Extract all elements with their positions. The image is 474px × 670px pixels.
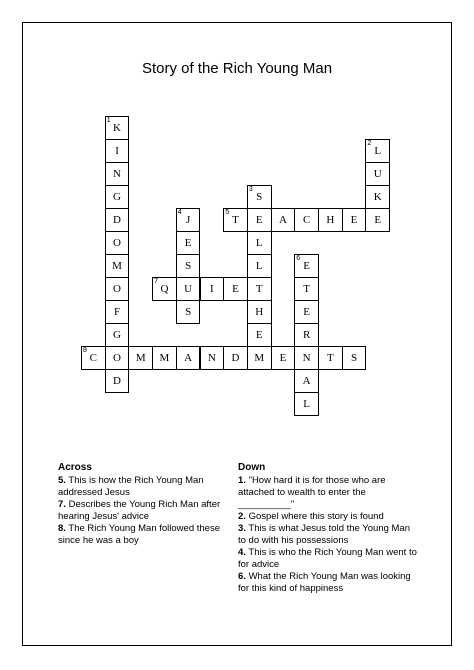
cell-letter: K [113, 122, 121, 134]
cell-letter: C [302, 214, 311, 226]
cell-letter: A [184, 352, 193, 364]
crossword-cell [105, 185, 130, 209]
crossword-cell [294, 277, 319, 301]
crossword-cell [128, 346, 153, 370]
clue-text: The Rich Young Man followed these since he was a boy [58, 523, 220, 546]
crossword-cell [200, 277, 225, 301]
cell-letter: M [112, 260, 122, 272]
across-heading: Across [58, 462, 92, 473]
cell-letter: N [113, 168, 121, 180]
crossword-cell [223, 346, 248, 370]
crossword-cell [105, 346, 130, 370]
clue-text: Gospel where this story is found [245, 511, 384, 522]
crossword-cell [318, 208, 343, 232]
cell-letter: C [89, 352, 98, 364]
clue-number: 1. [238, 475, 246, 486]
crossword-cell [152, 277, 177, 301]
crossword-cell [176, 277, 201, 301]
cell-letter: L [303, 398, 310, 410]
cell-letter: E [255, 214, 263, 226]
clue-number: 7. [58, 499, 66, 510]
crossword-cell [105, 369, 130, 393]
clue-number: 6 [296, 255, 301, 262]
clue-text: This is what Jesus told the Young Man to do with his possessions [238, 523, 411, 546]
cell-letter: L [255, 237, 263, 249]
crossword-cell [342, 346, 367, 370]
crossword-cell [105, 116, 130, 140]
crossword-cell [294, 254, 319, 278]
cell-letter: T [232, 214, 239, 226]
crossword-cell [247, 277, 272, 301]
cell-letter: A [302, 375, 311, 387]
cell-letter: E [184, 237, 192, 249]
cell-letter: E [303, 306, 310, 318]
cell-letter: O [113, 283, 121, 295]
cell-letter: T [303, 283, 310, 295]
cell-letter: L [255, 260, 263, 272]
cell-letter: S [185, 306, 192, 318]
cell-letter: M [135, 352, 146, 364]
clue-number: 3 [248, 186, 253, 193]
cell-letter: H [255, 306, 264, 318]
crossword-cell [105, 254, 130, 278]
cell-letter: D [113, 375, 121, 387]
clue-number: 5. [58, 475, 66, 486]
across-clue [58, 523, 233, 547]
clue-number: 4. [238, 547, 246, 558]
cell-letter: S [350, 352, 358, 364]
crossword-cell [105, 208, 130, 232]
crossword-cell [105, 323, 130, 347]
down-heading: Down [238, 462, 266, 473]
clue-text: This is who the Rich Young Man went to for advice [238, 547, 417, 570]
clue-number: 2 [367, 140, 372, 147]
crossword-cell [294, 208, 319, 232]
cell-letter: H [326, 214, 335, 226]
cell-letter: E [303, 260, 310, 272]
cell-letter: R [302, 329, 311, 341]
clue-number: 5 [225, 209, 230, 216]
clue-number: 3. [238, 523, 246, 534]
cell-letter: S [256, 191, 263, 203]
crossword-cell [247, 323, 272, 347]
cell-letter: G [113, 329, 121, 341]
crossword-cell [105, 139, 130, 163]
cell-letter: G [113, 191, 121, 203]
cell-letter: D [113, 214, 121, 226]
cell-letter: T [255, 283, 263, 295]
cell-letter: O [113, 237, 121, 249]
down-clues [238, 462, 420, 595]
cell-letter: A [278, 214, 287, 226]
cell-letter: U [373, 168, 382, 180]
cell-letter: E [255, 329, 263, 341]
crossword-cell [247, 208, 272, 232]
crossword-cell [223, 277, 248, 301]
crossword-cell [105, 162, 130, 186]
crossword-cell [247, 254, 272, 278]
cell-letter: E [374, 214, 382, 226]
crossword-cell [318, 346, 343, 370]
crossword-cell [294, 346, 319, 370]
crossword-cell [365, 162, 390, 186]
crossword-cell [365, 139, 390, 163]
crossword-cell [247, 346, 272, 370]
crossword-cell [176, 300, 201, 324]
cell-letter: E [350, 214, 358, 226]
clue-number: 6. [238, 571, 246, 582]
clue-number: 8. [58, 523, 66, 534]
clue-text: "How hard it is for those who are attached to wealth to enter the __________" [238, 475, 386, 510]
crossword-cell [365, 185, 390, 209]
cell-letter: Q [160, 283, 169, 295]
crossword-cell [176, 231, 201, 255]
crossword-cell [271, 208, 296, 232]
crossword-cell [247, 300, 272, 324]
cell-letter: L [374, 145, 382, 157]
crossword-cell [105, 231, 130, 255]
cell-letter: F [113, 306, 121, 318]
crossword-cell [105, 277, 130, 301]
clue-number: 8 [83, 347, 87, 354]
cell-letter: T [326, 352, 334, 364]
crossword-cell [294, 323, 319, 347]
crossword-cell [294, 392, 319, 416]
crossword-cell [152, 346, 177, 370]
cell-letter: M [159, 352, 170, 364]
cell-letter: K [373, 191, 382, 203]
crossword-cell [176, 254, 201, 278]
crossword-cell [105, 300, 130, 324]
down-clue [238, 523, 420, 547]
cell-letter: N [302, 352, 311, 364]
crossword-cell [176, 208, 201, 232]
crossword-cell [271, 346, 296, 370]
cell-letter: I [115, 145, 119, 157]
crossword-cell [365, 208, 390, 232]
down-clue [238, 547, 420, 571]
crossword-cell [342, 208, 367, 232]
cell-letter: E [279, 352, 287, 364]
cell-letter: D [231, 352, 240, 364]
cell-letter: E [232, 283, 239, 295]
cell-letter: N [207, 352, 216, 364]
down-clue [238, 475, 420, 511]
crossword-cell [294, 369, 319, 393]
clue-number: 1 [106, 117, 111, 124]
cell-letter: M [254, 352, 265, 364]
down-clue [238, 511, 420, 523]
clue-text: This is how the Rich Young Man addressed Jesus [58, 475, 204, 498]
clue-text: What the Rich Young Man was looking for this kind of happiness [238, 571, 411, 594]
down-clue [238, 571, 420, 595]
crossword-cell [176, 346, 201, 370]
crossword-cell [81, 346, 106, 370]
crossword-cell [294, 300, 319, 324]
crossword-cell [223, 208, 248, 232]
crossword-cell [247, 231, 272, 255]
clue-number: 7 [154, 278, 158, 285]
page-title: Story of the Rich Young Man [141, 60, 333, 77]
cell-letter: S [185, 260, 192, 272]
across-clues [58, 462, 233, 547]
crossword-cell [247, 185, 272, 209]
clue-number: 4 [177, 209, 182, 216]
clue-text: Describes the Young Rich Man after hearing Jesus' advice [58, 499, 221, 522]
cell-letter: J [186, 214, 191, 226]
cell-letter: O [113, 352, 121, 364]
across-clue [58, 499, 233, 523]
cell-letter: U [184, 283, 193, 295]
clue-number: 2. [238, 511, 246, 522]
across-clue [58, 475, 233, 499]
crossword-cell [200, 346, 225, 370]
cell-letter: I [210, 283, 214, 295]
